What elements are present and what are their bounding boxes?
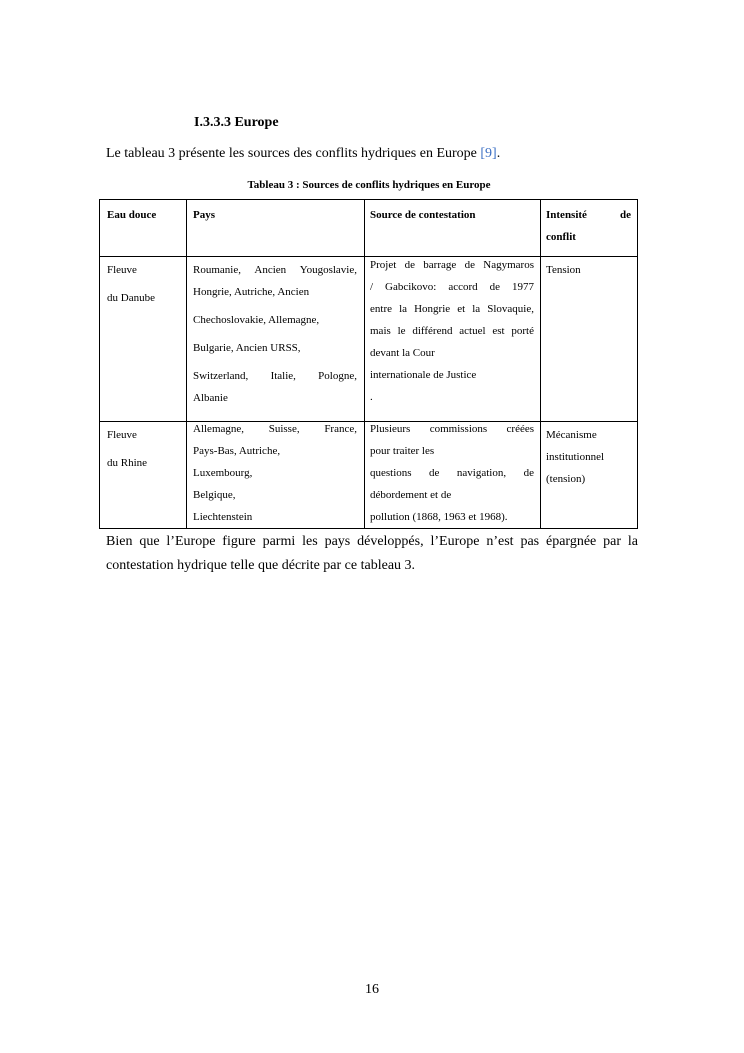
intro-paragraph — [106, 146, 500, 162]
table-row-danube-intensite: Tension — [546, 264, 581, 276]
conflicts-table — [99, 199, 638, 529]
header-eau-douce: Eau douce — [107, 209, 157, 221]
citation-link[interactable]: [9] — [480, 146, 497, 161]
intro-end: . — [496, 146, 501, 161]
intro-text: Le tableau 3 présente les sources des conflits hydriques en Europe — [106, 146, 481, 161]
table-row-rhine-eau: Fleuve du Rhine — [107, 429, 148, 469]
table-row-rhine-source: Plusieurs commissions créées pour traiter les questions de navigation, de débordement et de pollution (1868, 1963 et 1968). — [370, 423, 534, 523]
table-row-rhine-intensite: Mécanisme institutionnel (tension) — [546, 429, 605, 485]
header-source: Source de contestation — [370, 209, 476, 221]
header-pays: Pays — [193, 209, 215, 221]
closing-paragraph — [106, 530, 638, 578]
closing-line-1: Bien que l’Europe figure parmi les pays développés, l’Europe n’est pas épargnée par la — [106, 534, 638, 549]
table-row-danube-source: Projet de barrage de Nagymaros / Gabcikovo: accord de 1977 entre la Hongrie et la Slovaquie, mais le différend actuel est porté devant la Cour internationale de Justice . — [370, 259, 534, 403]
table-row-danube-eau: Fleuve du Danube — [107, 264, 155, 304]
closing-line-2: contestation hydrique telle que décrite par ce tableau 3. — [106, 558, 416, 573]
page-number: 16 — [365, 982, 379, 997]
header-intensite: Intensité de conflit — [546, 209, 631, 243]
section-heading: I.3.3.3 Europe — [194, 115, 279, 130]
table-row-danube-pays: Roumanie, Ancien Yougoslavie, Hongrie, Autriche, Ancien Chechoslovakie, Allemagne, Bulgarie, Ancien URSS, Switzerland, Italie, Pologne, Albanie — [193, 264, 357, 404]
table-row-rhine-pays: Allemagne, Suisse, France, Pays-Bas, Autriche, Luxembourg, Belgique, Liechtenstein — [193, 423, 357, 523]
table-caption: Tableau 3 : Sources de conflits hydriques en Europe — [247, 179, 491, 191]
